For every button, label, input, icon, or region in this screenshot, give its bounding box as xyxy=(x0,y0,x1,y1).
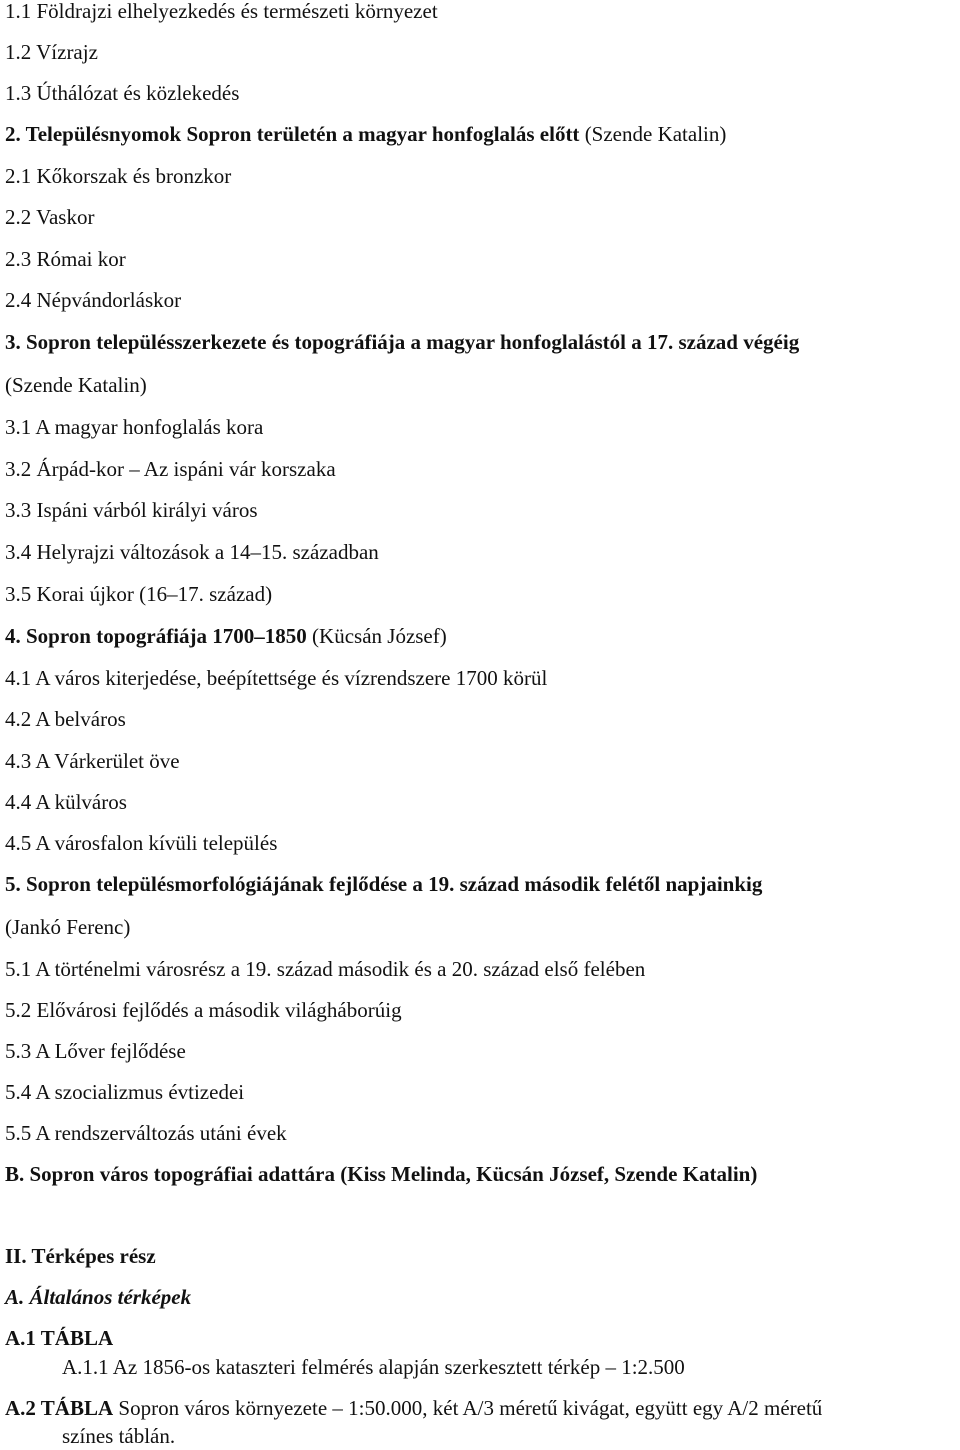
toc-part-a: A. Általános térképek xyxy=(5,1285,192,1309)
toc-entry-2-1: 2.1 Kőkorszak és bronzkor xyxy=(5,164,232,188)
chapter-2-author: (Szende Katalin) xyxy=(579,122,727,146)
toc-entry-5-5: 5.5 A rendszerváltozás utáni évek xyxy=(5,1121,287,1145)
chapter-2-title: 2. Településnyomok Sopron területén a magyar honfoglalás előtt xyxy=(5,122,580,146)
toc-chapter-3: 3. Sopron településszerkezete és topográfiája a magyar honfoglalástól a 17. század végéig xyxy=(5,330,800,354)
toc-chapter-2 xyxy=(5,120,726,148)
toc-chapter-5: 5. Sopron településmorfológiájának fejlődése a 19. század második felétől napjainkig xyxy=(5,872,763,896)
toc-part-ii: II. Térképes rész xyxy=(5,1244,156,1268)
toc-chapter-4 xyxy=(5,622,447,650)
toc-entry-4-4: 4.4 A külváros xyxy=(5,790,127,814)
toc-entry-3-3: 3.3 Ispáni várból királyi város xyxy=(5,498,258,522)
chapter-4-author: (Kücsán József) xyxy=(306,624,447,648)
toc-entry-5-3: 5.3 A Lőver fejlődése xyxy=(5,1039,186,1063)
table-a1-label: A.1 TÁBLA xyxy=(5,1326,114,1350)
table-a2-label: A.2 TÁBLA xyxy=(5,1396,114,1420)
toc-section-b: B. Sopron város topográfiai adattára (Kiss Melinda, Kücsán József, Szende Katalin) xyxy=(5,1162,758,1186)
toc-entry-3-5: 3.5 Korai újkor (16–17. század) xyxy=(5,582,273,606)
toc-entry-5-4: 5.4 A szocializmus évtizedei xyxy=(5,1080,245,1104)
toc-entry-4-2: 4.2 A belváros xyxy=(5,707,126,731)
chapter-4-title: 4. Sopron topográfiája 1700–1850 xyxy=(5,624,307,648)
toc-entry-4-3: 4.3 A Várkerület öve xyxy=(5,749,180,773)
toc-entry-3-1: 3.1 A magyar honfoglalás kora xyxy=(5,415,264,439)
toc-entry-2-4: 2.4 Népvándorláskor xyxy=(5,288,182,312)
toc-entry-1-2: 1.2 Vízrajz xyxy=(5,40,98,64)
toc-entry-4-5: 4.5 A városfalon kívüli település xyxy=(5,831,278,855)
toc-entry-4-1: 4.1 A város kiterjedése, beépítettsége és vízrendszere 1700 körül xyxy=(5,666,548,690)
chapter-5-author: (Jankó Ferenc) xyxy=(5,915,131,939)
table-a2-text: Sopron város környezete – 1:50.000, két A/3 méretű kivágat, együtt egy A/2 méretű xyxy=(113,1396,823,1420)
toc-entry-3-2: 3.2 Árpád-kor – Az ispáni vár korszaka xyxy=(5,457,336,481)
toc-entry-2-2: 2.2 Vaskor xyxy=(5,205,95,229)
toc-entry-3-4: 3.4 Helyrajzi változások a 14–15. században xyxy=(5,540,379,564)
toc-entry-5-1: 5.1 A történelmi városrész a 19. század második és a 20. század első felében xyxy=(5,957,646,981)
toc-entry-5-2: 5.2 Elővárosi fejlődés a második világháborúig xyxy=(5,998,402,1022)
toc-entry-1-1: 1.1 Földrajzi elhelyezkedés és természeti környezet xyxy=(5,0,438,23)
toc-entry-1-3: 1.3 Úthálózat és közlekedés xyxy=(5,81,240,105)
table-a1-1: A.1.1 Az 1856-os kataszteri felmérés alapján szerkesztett térkép – 1:2.500 xyxy=(62,1355,685,1379)
table-a2 xyxy=(5,1394,822,1422)
table-a2-continuation: színes táblán. xyxy=(62,1424,176,1448)
toc-entry-2-3: 2.3 Római kor xyxy=(5,247,126,271)
chapter-3-author: (Szende Katalin) xyxy=(5,373,147,397)
